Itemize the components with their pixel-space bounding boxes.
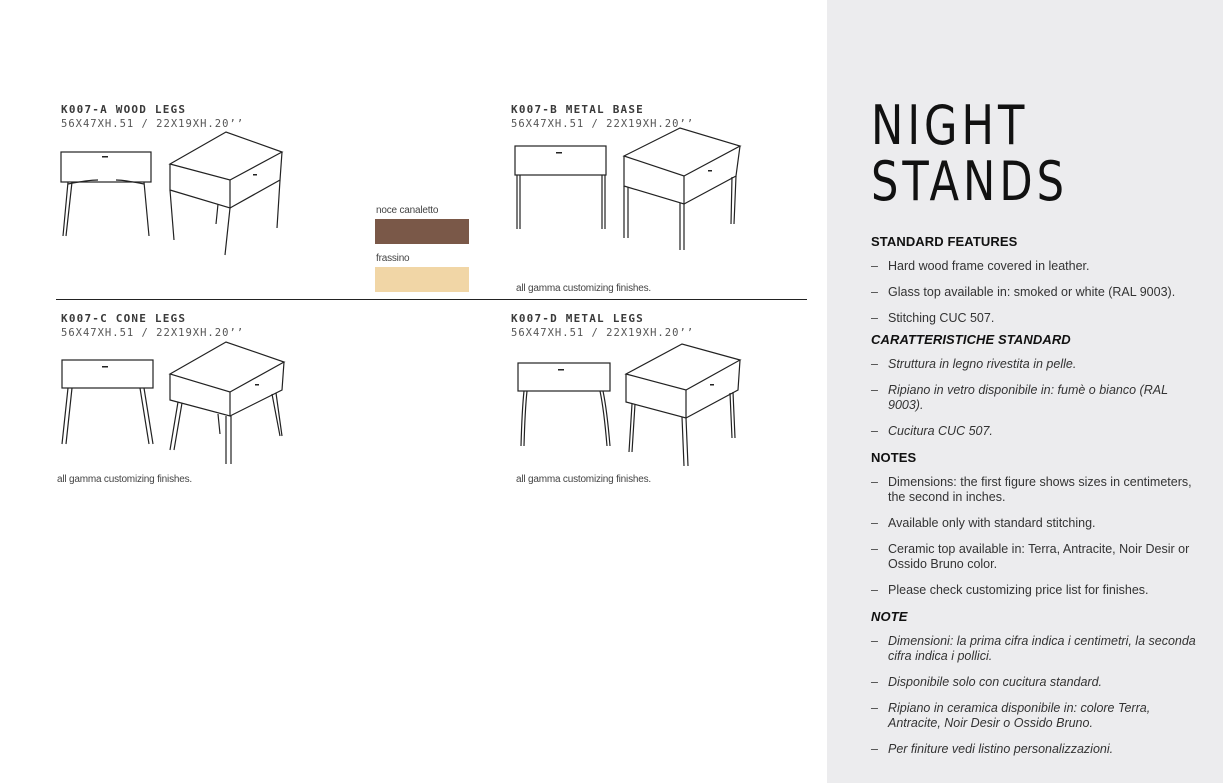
list-notes — [871, 475, 1201, 598]
product-title-k007-b: K007-B METAL BASE — [511, 103, 644, 116]
product-title-k007-a: K007-A WOOD LEGS — [61, 103, 187, 116]
list-item: – Dimensioni: la prima cifra indica i centimetri, la seconda cifra indica i pollici. — [871, 634, 1201, 664]
product-dims-k007-b: 56X47XH.51 / 22X19XH.20’’ — [511, 118, 695, 130]
product-title-k007-d: K007-D METAL LEGS — [511, 312, 644, 325]
list-item: – Ceramic top available in: Terra, Antracite, Noir Desir or Ossido Bruno color. — [871, 542, 1201, 572]
heading-caratteristiche: CARATTERISTICHE STANDARD — [871, 332, 1071, 347]
heading-notes: NOTES — [871, 450, 917, 465]
list-item: – Glass top available in: smoked or white (RAL 9003). — [871, 285, 1201, 300]
finish-label-frassino: frassino — [376, 253, 410, 264]
drawing-k007-d — [512, 340, 747, 470]
list-item: – Stitching CUC 507. — [871, 311, 1201, 326]
page-title — [871, 94, 1069, 213]
product-dims-k007-c: 56X47XH.51 / 22X19XH.20’’ — [61, 327, 245, 339]
page-title-line2: STANDS — [871, 150, 1069, 213]
heading-note-it: NOTE — [871, 609, 908, 624]
list-item: – Cucitura CUC 507. — [871, 424, 1201, 439]
list-item: – Dimensions: the first figure shows sizes in centimeters, the second in inches. — [871, 475, 1201, 505]
list-caratteristiche — [871, 357, 1201, 439]
drawing-k007-c — [58, 338, 298, 468]
finish-label-noce: noce canaletto — [376, 205, 439, 216]
product-dims-k007-d: 56X47XH.51 / 22X19XH.20’’ — [511, 327, 695, 339]
finish-note-c: all gamma customizing finishes. — [57, 474, 192, 485]
heading-standard-features: STANDARD FEATURES — [871, 234, 1018, 249]
list-item: – Per finiture vedi listino personalizzazioni. — [871, 742, 1201, 757]
list-standard-features — [871, 259, 1201, 326]
list-item: – Ripiano in ceramica disponibile in: colore Terra, Antracite, Noir Desir o Ossido Bruno. — [871, 701, 1201, 731]
finish-swatch-frassino — [375, 267, 469, 292]
product-dims-k007-a: 56X47XH.51 / 22X19XH.20’’ — [61, 118, 245, 130]
finish-note-b: all gamma customizing finishes. — [516, 283, 651, 294]
page-title-line1: NIGHT — [871, 94, 1029, 157]
drawing-k007-a — [58, 128, 298, 260]
list-item: – Please check customizing price list for finishes. — [871, 583, 1201, 598]
finish-swatch-noce — [375, 219, 469, 244]
list-item: – Hard wood frame covered in leather. — [871, 259, 1201, 274]
finish-note-d: all gamma customizing finishes. — [516, 474, 651, 485]
list-note-it — [871, 634, 1201, 757]
list-item: – Ripiano in vetro disponibile in: fumè o bianco (RAL 9003). — [871, 383, 1201, 413]
list-item: – Struttura in legno rivestita in pelle. — [871, 357, 1201, 372]
spec-section — [871, 234, 1201, 768]
list-item: – Disponibile solo con cucitura standard. — [871, 675, 1201, 690]
section-divider — [56, 299, 807, 300]
list-item: – Available only with standard stitching. — [871, 516, 1201, 531]
drawing-k007-b — [512, 126, 747, 254]
product-title-k007-c: K007-C CONE LEGS — [61, 312, 187, 325]
